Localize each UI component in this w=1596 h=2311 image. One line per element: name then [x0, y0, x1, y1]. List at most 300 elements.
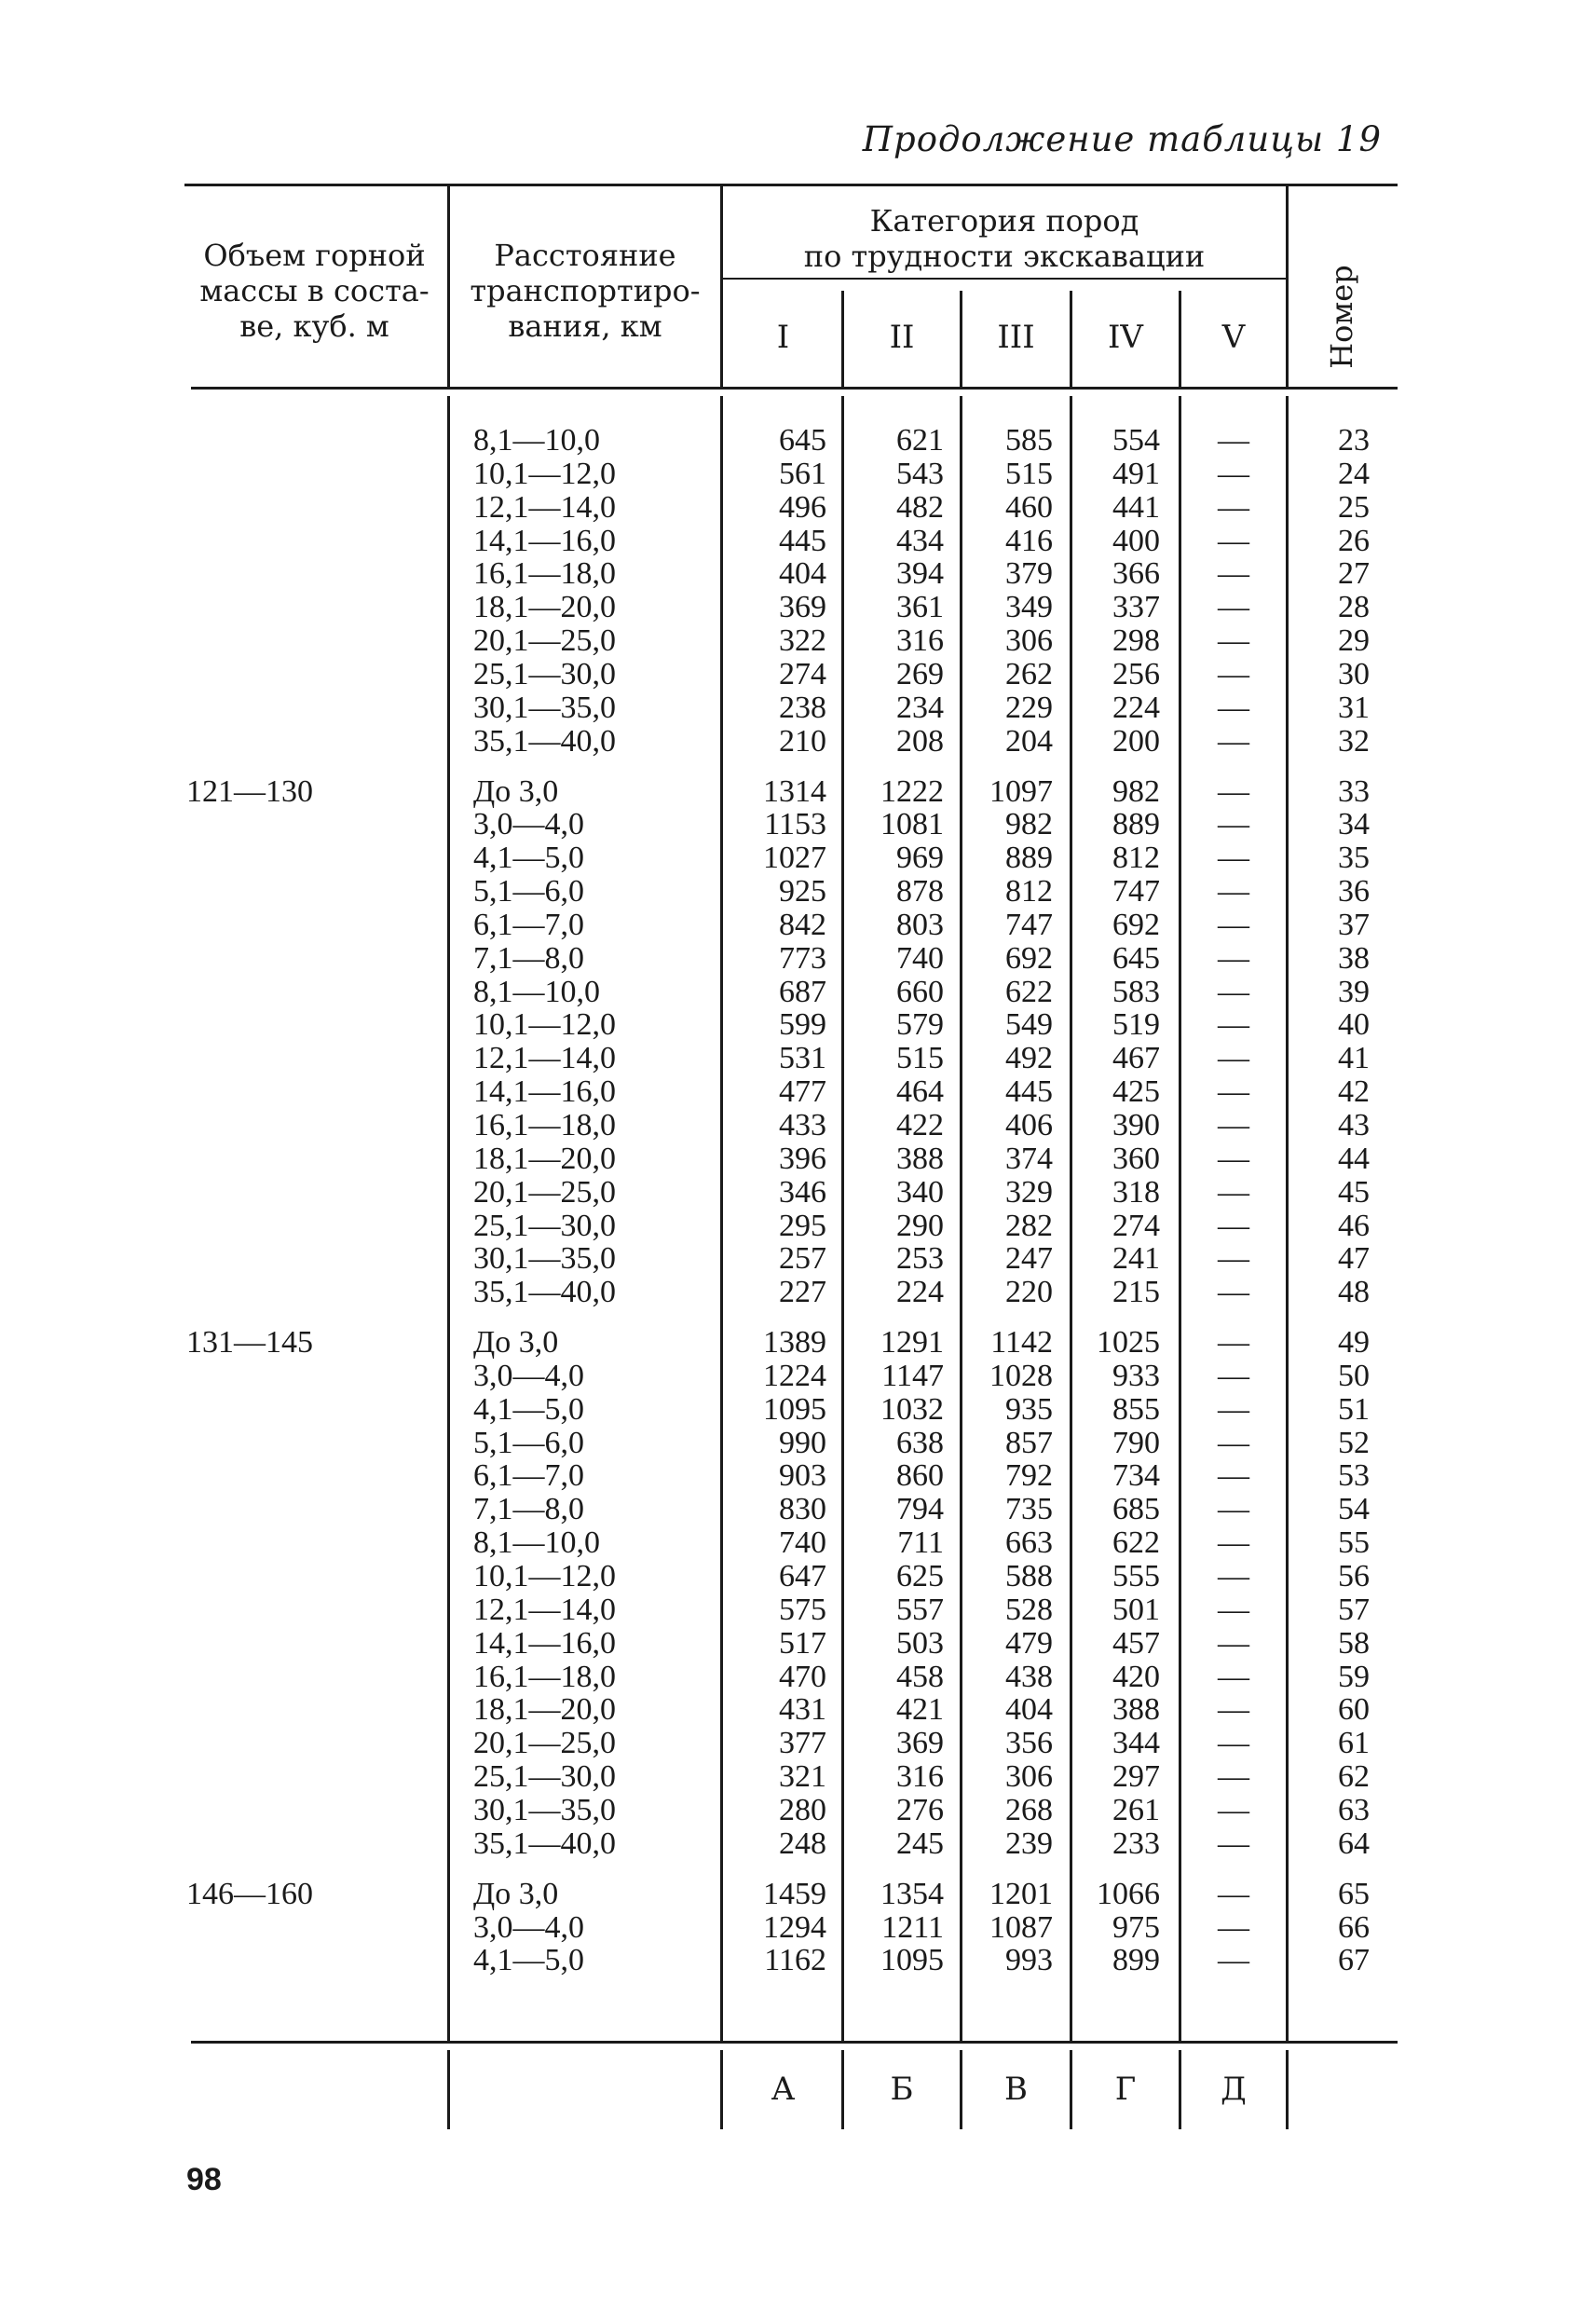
value-cell-cat-5: — [1218, 1593, 1249, 1627]
value-cell-cat-4: 1025 [1097, 1325, 1160, 1360]
value-cell-cat-5: — [1218, 1074, 1249, 1109]
value-cell-cat-1: 248 [779, 1826, 826, 1861]
value-cell-cat-1: 645 [779, 423, 826, 458]
distance-cell: 14,1—16,0 [473, 524, 616, 558]
category-header-i: I [776, 319, 790, 356]
row-number: 50 [1338, 1359, 1370, 1393]
value-cell-cat-1: 740 [779, 1525, 826, 1560]
row-number: 28 [1338, 590, 1370, 624]
value-cell-cat-5: — [1218, 1759, 1249, 1794]
value-cell-cat-3: 416 [1005, 524, 1053, 558]
value-cell-cat-5: — [1218, 623, 1249, 658]
value-cell-cat-3: 229 [1005, 691, 1053, 725]
value-cell-cat-4: 692 [1112, 908, 1160, 942]
row-number: 40 [1338, 1007, 1370, 1042]
value-cell-cat-3: 460 [1005, 490, 1053, 525]
value-cell-cat-4: 256 [1112, 657, 1160, 691]
distance-header-line-3: вания, км [508, 308, 662, 344]
value-cell-cat-2: 464 [896, 1074, 944, 1109]
value-cell-cat-5: — [1218, 423, 1249, 458]
row-number: 65 [1338, 1877, 1370, 1911]
value-cell-cat-5: — [1218, 1426, 1249, 1460]
value-cell-cat-4: 360 [1112, 1142, 1160, 1176]
volume-range: 131—145 [186, 1325, 313, 1360]
value-cell-cat-2: 253 [896, 1241, 944, 1276]
row-number: 54 [1338, 1492, 1370, 1526]
value-cell-cat-4: 734 [1112, 1458, 1160, 1493]
value-cell-cat-1: 274 [779, 657, 826, 691]
distance-cell: 30,1—35,0 [473, 691, 616, 725]
category-header-line-2: по трудности экскавации [803, 239, 1206, 274]
value-cell-cat-2: 1354 [880, 1877, 944, 1911]
value-cell-cat-2: 740 [896, 941, 944, 976]
row-number: 23 [1338, 423, 1370, 458]
distance-cell: 3,0—4,0 [473, 1910, 584, 1945]
value-cell-cat-2: 269 [896, 657, 944, 691]
distance-cell: 7,1—8,0 [473, 941, 584, 976]
footer-letter-g: Г [1114, 2071, 1137, 2108]
distance-cell: 8,1—10,0 [473, 975, 600, 1009]
value-cell-cat-5: — [1218, 841, 1249, 875]
value-cell-cat-2: 245 [896, 1826, 944, 1861]
value-cell-cat-5: — [1218, 1660, 1249, 1694]
value-cell-cat-2: 969 [896, 841, 944, 875]
distance-cell: 30,1—35,0 [473, 1793, 616, 1827]
value-cell-cat-3: 247 [1005, 1241, 1053, 1276]
value-cell-cat-4: 400 [1112, 524, 1160, 558]
distance-cell: 5,1—6,0 [473, 874, 584, 909]
value-cell-cat-4: 889 [1112, 807, 1160, 841]
value-cell-cat-5: — [1218, 1943, 1249, 1977]
row-number: 42 [1338, 1074, 1370, 1109]
value-cell-cat-5: — [1218, 908, 1249, 942]
row-number: 46 [1338, 1209, 1370, 1243]
value-cell-cat-5: — [1218, 1108, 1249, 1142]
row-number: 39 [1338, 975, 1370, 1009]
footer-letter-v: В [1004, 2071, 1028, 2108]
row-number: 51 [1338, 1392, 1370, 1427]
value-cell-cat-2: 794 [896, 1492, 944, 1526]
value-cell-cat-1: 531 [779, 1041, 826, 1075]
distance-cell: До 3,0 [473, 1877, 559, 1911]
distance-cell: 25,1—30,0 [473, 1209, 616, 1243]
value-cell-cat-3: 404 [1005, 1692, 1053, 1727]
distance-cell: 4,1—5,0 [473, 1392, 584, 1427]
value-cell-cat-4: 501 [1112, 1593, 1160, 1627]
distance-cell: 8,1—10,0 [473, 1525, 600, 1560]
value-cell-cat-1: 227 [779, 1275, 826, 1309]
distance-cell: 12,1—14,0 [473, 490, 616, 525]
value-cell-cat-5: — [1218, 1726, 1249, 1760]
row-number: 44 [1338, 1142, 1370, 1176]
value-cell-cat-4: 200 [1112, 724, 1160, 759]
volume-header-line-3: ве, куб. м [239, 308, 389, 344]
value-cell-cat-1: 687 [779, 975, 826, 1009]
value-cell-cat-5: — [1218, 1559, 1249, 1593]
distance-cell: 12,1—14,0 [473, 1593, 616, 1627]
value-cell-cat-5: — [1218, 1007, 1249, 1042]
value-cell-cat-3: 993 [1005, 1943, 1053, 1977]
value-cell-cat-4: 297 [1112, 1759, 1160, 1794]
value-cell-cat-1: 404 [779, 556, 826, 591]
value-cell-cat-1: 396 [779, 1142, 826, 1176]
value-cell-cat-2: 515 [896, 1041, 944, 1075]
value-cell-cat-3: 692 [1005, 941, 1053, 976]
value-cell-cat-5: — [1218, 774, 1249, 809]
value-cell-cat-5: — [1218, 524, 1249, 558]
row-number: 52 [1338, 1426, 1370, 1460]
value-cell-cat-3: 982 [1005, 807, 1053, 841]
value-cell-cat-2: 1147 [881, 1359, 944, 1393]
distance-cell: 35,1—40,0 [473, 1826, 616, 1861]
value-cell-cat-1: 842 [779, 908, 826, 942]
value-cell-cat-4: 555 [1112, 1559, 1160, 1593]
value-cell-cat-2: 421 [896, 1692, 944, 1727]
distance-cell: 25,1—30,0 [473, 1759, 616, 1794]
value-cell-cat-1: 517 [779, 1626, 826, 1661]
value-cell-cat-2: 340 [896, 1175, 944, 1210]
footer-letter-b: Б [890, 2071, 914, 2108]
distance-cell: 16,1—18,0 [473, 1108, 616, 1142]
distance-cell: 20,1—25,0 [473, 1175, 616, 1210]
value-cell-cat-2: 434 [896, 524, 944, 558]
page-number: 98 [186, 2162, 222, 2197]
distance-cell: 18,1—20,0 [473, 590, 616, 624]
value-cell-cat-3: 1142 [990, 1325, 1053, 1360]
value-cell-cat-3: 349 [1005, 590, 1053, 624]
value-cell-cat-1: 433 [779, 1108, 826, 1142]
value-cell-cat-4: 344 [1112, 1726, 1160, 1760]
distance-cell: 14,1—16,0 [473, 1074, 616, 1109]
value-cell-cat-4: 622 [1112, 1525, 1160, 1560]
value-cell-cat-3: 239 [1005, 1826, 1053, 1861]
value-cell-cat-4: 390 [1112, 1108, 1160, 1142]
row-number: 66 [1338, 1910, 1370, 1945]
distance-cell: 7,1—8,0 [473, 1492, 584, 1526]
row-number: 64 [1338, 1826, 1370, 1861]
value-cell-cat-2: 625 [896, 1559, 944, 1593]
value-cell-cat-2: 638 [896, 1426, 944, 1460]
value-cell-cat-4: 855 [1112, 1392, 1160, 1427]
value-cell-cat-1: 1027 [763, 841, 826, 875]
value-cell-cat-1: 496 [779, 490, 826, 525]
value-cell-cat-4: 441 [1112, 490, 1160, 525]
row-number: 35 [1338, 841, 1370, 875]
value-cell-cat-2: 388 [896, 1142, 944, 1176]
value-cell-cat-3: 1028 [989, 1359, 1053, 1393]
value-cell-cat-1: 377 [779, 1726, 826, 1760]
value-cell-cat-3: 663 [1005, 1525, 1053, 1560]
value-cell-cat-5: — [1218, 691, 1249, 725]
value-cell-cat-4: 583 [1112, 975, 1160, 1009]
distance-cell: 6,1—7,0 [473, 908, 584, 942]
value-cell-cat-1: 257 [779, 1241, 826, 1276]
distance-cell: 10,1—12,0 [473, 457, 616, 491]
value-cell-cat-1: 990 [779, 1426, 826, 1460]
value-cell-cat-1: 1224 [763, 1359, 826, 1393]
category-header-iii: III [997, 319, 1035, 356]
value-cell-cat-3: 374 [1005, 1142, 1053, 1176]
value-cell-cat-1: 238 [779, 691, 826, 725]
value-cell-cat-4: 812 [1112, 841, 1160, 875]
value-cell-cat-1: 280 [779, 1793, 826, 1827]
value-cell-cat-5: — [1218, 1325, 1249, 1360]
value-cell-cat-3: 528 [1005, 1593, 1053, 1627]
row-number: 57 [1338, 1593, 1370, 1627]
value-cell-cat-4: 420 [1112, 1660, 1160, 1694]
value-cell-cat-2: 621 [896, 423, 944, 458]
value-cell-cat-5: — [1218, 1175, 1249, 1210]
value-cell-cat-1: 431 [779, 1692, 826, 1727]
row-number: 49 [1338, 1325, 1370, 1360]
value-cell-cat-2: 1291 [880, 1325, 944, 1360]
distance-cell: 18,1—20,0 [473, 1692, 616, 1727]
distance-cell: 3,0—4,0 [473, 807, 584, 841]
value-cell-cat-2: 503 [896, 1626, 944, 1661]
value-cell-cat-1: 321 [779, 1759, 826, 1794]
row-number: 30 [1338, 657, 1370, 691]
value-cell-cat-4: 233 [1112, 1826, 1160, 1861]
value-cell-cat-5: — [1218, 1458, 1249, 1493]
value-cell-cat-2: 1095 [880, 1943, 944, 1977]
value-cell-cat-3: 445 [1005, 1074, 1053, 1109]
row-number: 45 [1338, 1175, 1370, 1210]
value-cell-cat-4: 982 [1112, 774, 1160, 809]
value-cell-cat-4: 261 [1112, 1793, 1160, 1827]
value-cell-cat-4: 645 [1112, 941, 1160, 976]
distance-cell: 14,1—16,0 [473, 1626, 616, 1661]
category-header-ii: II [889, 319, 915, 356]
distance-cell: До 3,0 [473, 774, 559, 809]
value-cell-cat-1: 1294 [763, 1910, 826, 1945]
value-cell-cat-1: 1095 [763, 1392, 826, 1427]
value-cell-cat-4: 318 [1112, 1175, 1160, 1210]
distance-cell: 4,1—5,0 [473, 1943, 584, 1977]
footer-letter-d: Д [1221, 2071, 1247, 2108]
value-cell-cat-3: 792 [1005, 1458, 1053, 1493]
row-number: 47 [1338, 1241, 1370, 1276]
distance-cell: 6,1—7,0 [473, 1458, 584, 1493]
distance-cell: 25,1—30,0 [473, 657, 616, 691]
value-cell-cat-1: 647 [779, 1559, 826, 1593]
value-cell-cat-2: 422 [896, 1108, 944, 1142]
distance-cell: 20,1—25,0 [473, 623, 616, 658]
value-cell-cat-1: 470 [779, 1660, 826, 1694]
value-cell-cat-5: — [1218, 1209, 1249, 1243]
distance-cell: 5,1—6,0 [473, 1426, 584, 1460]
value-cell-cat-3: 857 [1005, 1426, 1053, 1460]
value-cell-cat-5: — [1218, 1275, 1249, 1309]
distance-cell: 10,1—12,0 [473, 1007, 616, 1042]
distance-cell: 10,1—12,0 [473, 1559, 616, 1593]
value-cell-cat-5: — [1218, 590, 1249, 624]
distance-cell: 20,1—25,0 [473, 1726, 616, 1760]
value-cell-cat-1: 445 [779, 524, 826, 558]
value-cell-cat-5: — [1218, 1142, 1249, 1176]
value-cell-cat-3: 379 [1005, 556, 1053, 591]
distance-cell: 35,1—40,0 [473, 724, 616, 759]
value-cell-cat-3: 735 [1005, 1492, 1053, 1526]
value-cell-cat-3: 220 [1005, 1275, 1053, 1309]
value-cell-cat-5: — [1218, 975, 1249, 1009]
value-cell-cat-4: 241 [1112, 1241, 1160, 1276]
distance-cell: 4,1—5,0 [473, 841, 584, 875]
value-cell-cat-2: 803 [896, 908, 944, 942]
row-number: 38 [1338, 941, 1370, 976]
value-cell-cat-2: 276 [896, 1793, 944, 1827]
value-cell-cat-5: — [1218, 1826, 1249, 1861]
value-cell-cat-1: 599 [779, 1007, 826, 1042]
value-cell-cat-4: 933 [1112, 1359, 1160, 1393]
distance-cell: 16,1—18,0 [473, 1660, 616, 1694]
value-cell-cat-4: 491 [1112, 457, 1160, 491]
value-cell-cat-3: 747 [1005, 908, 1053, 942]
value-cell-cat-2: 224 [896, 1275, 944, 1309]
row-number: 27 [1338, 556, 1370, 591]
value-cell-cat-2: 1081 [880, 807, 944, 841]
row-number: 37 [1338, 908, 1370, 942]
row-number: 36 [1338, 874, 1370, 909]
value-cell-cat-2: 234 [896, 691, 944, 725]
distance-cell: 12,1—14,0 [473, 1041, 616, 1075]
value-cell-cat-5: — [1218, 724, 1249, 759]
value-cell-cat-2: 1222 [880, 774, 944, 809]
row-number: 53 [1338, 1458, 1370, 1493]
row-number: 34 [1338, 807, 1370, 841]
value-cell-cat-2: 860 [896, 1458, 944, 1493]
value-cell-cat-4: 747 [1112, 874, 1160, 909]
value-cell-cat-2: 482 [896, 490, 944, 525]
value-cell-cat-3: 588 [1005, 1559, 1053, 1593]
value-cell-cat-3: 1087 [989, 1910, 1053, 1945]
value-cell-cat-3: 268 [1005, 1793, 1053, 1827]
value-cell-cat-4: 224 [1112, 691, 1160, 725]
value-cell-cat-3: 438 [1005, 1660, 1053, 1694]
value-cell-cat-1: 210 [779, 724, 826, 759]
distance-cell: 35,1—40,0 [473, 1275, 616, 1309]
value-cell-cat-5: — [1218, 1392, 1249, 1427]
row-number: 67 [1338, 1943, 1370, 1977]
value-cell-cat-1: 1389 [763, 1325, 826, 1360]
row-number: 32 [1338, 724, 1370, 759]
value-cell-cat-1: 925 [779, 874, 826, 909]
row-number: 29 [1338, 623, 1370, 658]
row-number: 63 [1338, 1793, 1370, 1827]
value-cell-cat-5: — [1218, 1626, 1249, 1661]
value-cell-cat-3: 479 [1005, 1626, 1053, 1661]
value-cell-cat-2: 878 [896, 874, 944, 909]
value-cell-cat-2: 543 [896, 457, 944, 491]
value-cell-cat-1: 1459 [763, 1877, 826, 1911]
value-cell-cat-5: — [1218, 1910, 1249, 1945]
distance-cell: 30,1—35,0 [473, 1241, 616, 1276]
row-number: 59 [1338, 1660, 1370, 1694]
row-number: 43 [1338, 1108, 1370, 1142]
row-number: 62 [1338, 1759, 1370, 1794]
value-cell-cat-1: 346 [779, 1175, 826, 1210]
value-cell-cat-2: 290 [896, 1209, 944, 1243]
value-cell-cat-4: 215 [1112, 1275, 1160, 1309]
value-cell-cat-2: 208 [896, 724, 944, 759]
row-number: 41 [1338, 1041, 1370, 1075]
value-cell-cat-2: 458 [896, 1660, 944, 1694]
value-cell-cat-3: 406 [1005, 1108, 1053, 1142]
value-cell-cat-2: 711 [897, 1525, 944, 1560]
value-cell-cat-5: — [1218, 1041, 1249, 1075]
value-cell-cat-1: 773 [779, 941, 826, 976]
distance-header-line-1: Расстояние [494, 238, 676, 273]
value-cell-cat-4: 388 [1112, 1692, 1160, 1727]
distance-cell: 18,1—20,0 [473, 1142, 616, 1176]
row-number: 31 [1338, 691, 1370, 725]
value-cell-cat-2: 1211 [881, 1910, 944, 1945]
distance-header-line-2: транспортиро- [470, 273, 701, 308]
row-number: 33 [1338, 774, 1370, 809]
value-cell-cat-3: 306 [1005, 623, 1053, 658]
value-cell-cat-1: 369 [779, 590, 826, 624]
value-cell-cat-4: 1066 [1097, 1877, 1160, 1911]
value-cell-cat-1: 830 [779, 1492, 826, 1526]
category-header-iv: IV [1108, 319, 1143, 356]
value-cell-cat-3: 515 [1005, 457, 1053, 491]
value-cell-cat-5: — [1218, 1793, 1249, 1827]
volume-range: 146—160 [186, 1877, 313, 1911]
value-cell-cat-2: 361 [896, 590, 944, 624]
value-cell-cat-2: 369 [896, 1726, 944, 1760]
row-number: 25 [1338, 490, 1370, 525]
row-number: 60 [1338, 1692, 1370, 1727]
value-cell-cat-1: 322 [779, 623, 826, 658]
value-cell-cat-3: 282 [1005, 1209, 1053, 1243]
distance-cell: До 3,0 [473, 1325, 559, 1360]
value-cell-cat-4: 425 [1112, 1074, 1160, 1109]
value-cell-cat-5: — [1218, 807, 1249, 841]
distance-cell: 16,1—18,0 [473, 556, 616, 591]
value-cell-cat-1: 561 [779, 457, 826, 491]
value-cell-cat-3: 1201 [989, 1877, 1053, 1911]
value-cell-cat-4: 790 [1112, 1426, 1160, 1460]
row-number: 24 [1338, 457, 1370, 491]
value-cell-cat-3: 622 [1005, 975, 1053, 1009]
distance-cell: 3,0—4,0 [473, 1359, 584, 1393]
row-number: 58 [1338, 1626, 1370, 1661]
value-cell-cat-2: 394 [896, 556, 944, 591]
category-header-v: V [1221, 319, 1246, 356]
value-cell-cat-3: 306 [1005, 1759, 1053, 1794]
value-cell-cat-4: 975 [1112, 1910, 1160, 1945]
volume-range: 121—130 [186, 774, 313, 809]
value-cell-cat-3: 262 [1005, 657, 1053, 691]
value-cell-cat-5: — [1218, 941, 1249, 976]
value-cell-cat-4: 298 [1112, 623, 1160, 658]
value-cell-cat-1: 903 [779, 1458, 826, 1493]
value-cell-cat-2: 557 [896, 1593, 944, 1627]
footer-letter-a: А [771, 2071, 796, 2108]
value-cell-cat-1: 295 [779, 1209, 826, 1243]
value-cell-cat-3: 812 [1005, 874, 1053, 909]
value-cell-cat-5: — [1218, 1525, 1249, 1560]
category-header-line-1: Категория пород [869, 203, 1139, 239]
value-cell-cat-4: 899 [1112, 1943, 1160, 1977]
distance-cell: 8,1—10,0 [473, 423, 600, 458]
table-caption: Продолжение таблицы 19 [862, 119, 1382, 159]
value-cell-cat-4: 274 [1112, 1209, 1160, 1243]
value-cell-cat-5: — [1218, 1877, 1249, 1911]
value-cell-cat-4: 467 [1112, 1041, 1160, 1075]
value-cell-cat-3: 329 [1005, 1175, 1053, 1210]
value-cell-cat-3: 492 [1005, 1041, 1053, 1075]
value-cell-cat-4: 554 [1112, 423, 1160, 458]
